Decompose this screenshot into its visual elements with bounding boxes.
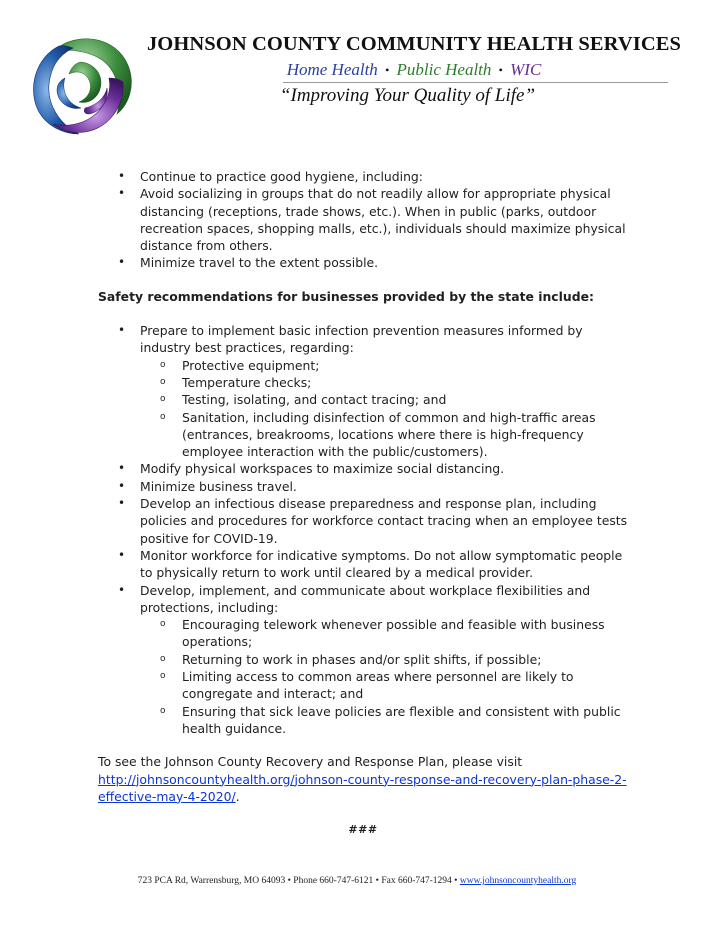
service-public-health: Public Health bbox=[396, 60, 492, 79]
footer-address: 723 PCA Rd, Warrensburg, MO 64093 bbox=[137, 876, 286, 886]
list-item: • Modify physical workspaces to maximize social distancing. bbox=[98, 460, 628, 477]
footer bbox=[0, 876, 714, 886]
sub-list bbox=[140, 616, 628, 737]
document-body bbox=[98, 168, 628, 838]
business-heading: Safety recommendations for businesses provided by the state include: bbox=[98, 288, 594, 304]
sub-list-item: o Returning to work in phases and/or split shifts, if possible; bbox=[140, 651, 628, 668]
list-item-text: Prepare to implement basic infection prevention measures informed by industry best practices, regarding: bbox=[140, 323, 583, 356]
plan-paragraph bbox=[98, 753, 628, 805]
plan-link-period: . bbox=[235, 788, 240, 804]
sub-list bbox=[140, 357, 628, 461]
list-item: • Monitor workforce for indicative symptoms. Do not allow symptomatic people to physically return to work until cleared by a medical provider. bbox=[98, 547, 628, 582]
service-home-health: Home Health bbox=[286, 60, 378, 79]
end-mark: ### bbox=[348, 823, 378, 837]
list-item-text: Develop, implement, and communicate about workplace flexibilities and protections, including: bbox=[140, 582, 591, 615]
footer-fax: Fax 660-747-1294 bbox=[381, 876, 452, 886]
sub-list-item: o Limiting access to common areas where personnel are likely to congregate and interact; and bbox=[140, 668, 628, 703]
service-wic: WIC bbox=[510, 60, 542, 79]
separator-dot: • bbox=[385, 63, 390, 77]
separator-dot: • bbox=[287, 876, 291, 886]
sub-list-item: o Ensuring that sick leave policies are flexible and consistent with public health guidance. bbox=[140, 703, 628, 738]
list-item: • Develop an infectious disease preparedness and response plan, including policies and procedures for workforce contact tracing when an employee tests positive for COVID-19. bbox=[98, 495, 628, 547]
footer-phone: Phone 660-747-6121 bbox=[293, 876, 374, 886]
swirl-logo-icon bbox=[25, 28, 135, 138]
separator-dot: • bbox=[454, 876, 458, 886]
list-item: • Continue to practice good hygiene, including: bbox=[98, 168, 628, 185]
sub-list-item: o Protective equipment; bbox=[140, 357, 628, 374]
list-item: • Minimize business travel. bbox=[98, 478, 628, 495]
separator-dot: • bbox=[375, 876, 379, 886]
sub-list-item: o Encouraging telework whenever possible and feasible with business operations; bbox=[140, 616, 628, 651]
list-item: • Minimize travel to the extent possible. bbox=[98, 254, 628, 271]
sub-list-item: o Temperature checks; bbox=[140, 374, 628, 391]
services-line bbox=[140, 60, 688, 80]
top-bullet-list bbox=[98, 168, 628, 272]
plan-link[interactable]: http://johnsoncountyhealth.org/johnson-county-response-and-recovery-plan-phase-2-effective-may-4-2020/ bbox=[98, 771, 627, 804]
org-name: JOHNSON COUNTY COMMUNITY HEALTH SERVICES bbox=[146, 33, 682, 55]
plan-text: To see the Johnson County Recovery and Response Plan, please visit bbox=[98, 754, 523, 770]
footer-website-link[interactable]: www.johnsoncountyhealth.org bbox=[459, 876, 577, 886]
sub-list-item: o Sanitation, including disinfection of common and high-traffic areas (entrances, breakrooms, locations where there is high-frequency employee interaction with the public/customers). bbox=[140, 409, 628, 461]
header-divider bbox=[283, 82, 668, 83]
list-item: • Avoid socializing in groups that do not readily allow for appropriate physical distancing (receptions, trade shows, etc.). When in public (parks, outdoor recreation spaces, shopping malls, etc.), individuals should maximize physical distance from others. bbox=[98, 185, 628, 254]
letterhead bbox=[140, 33, 688, 80]
sub-list-item: o Testing, isolating, and contact tracing; and bbox=[140, 391, 628, 408]
business-bullet-list bbox=[98, 322, 628, 737]
tagline: “Improving Your Quality of Life” bbox=[279, 85, 536, 106]
separator-dot: • bbox=[498, 63, 503, 77]
list-item bbox=[98, 322, 628, 460]
list-item bbox=[98, 582, 628, 738]
